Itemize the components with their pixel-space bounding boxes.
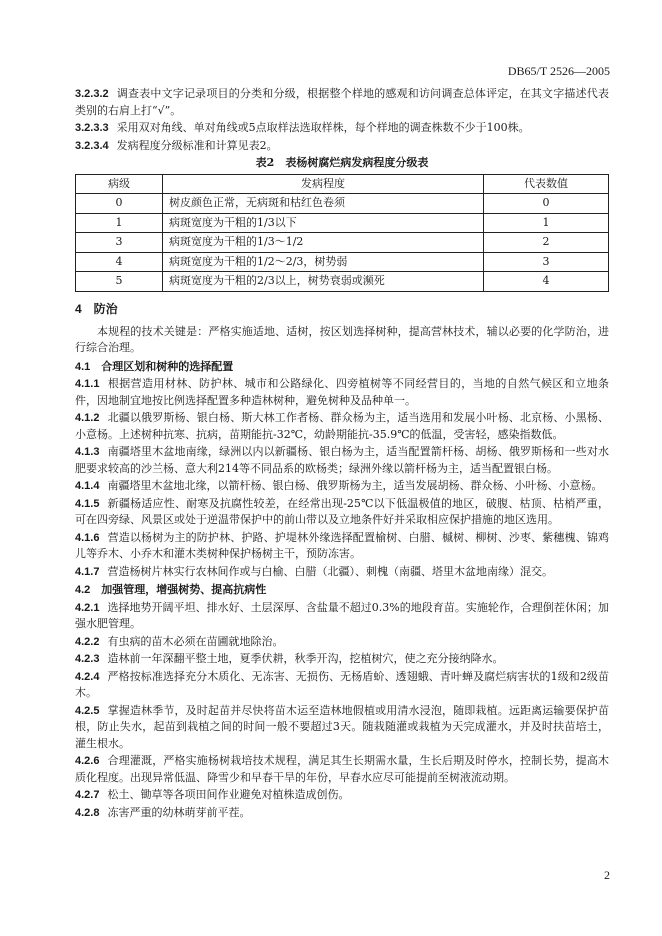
clause-4-2-8 [75, 805, 609, 822]
cell-grade: 3 [76, 233, 163, 253]
table-row [76, 272, 609, 292]
clause-text: 北疆以俄罗斯杨、银白杨、斯大林工作者杨、群众杨为主，适当选用和发展小叶杨、北京杨、小黑杨、小意杨。上述树种抗寒、抗病，苗期能抗-32℃，幼龄期能抗-35.9℃的低温，受害轻，感染指数低。 [75, 411, 609, 441]
cell-value: 1 [484, 213, 609, 233]
clause-text: 造林前一年深翻平整土地，夏季伏耕，秋季开沟，挖植树穴，使之充分接纳降水。 [107, 652, 504, 665]
cell-severity: 病斑宽度为干粗的1/2～2/3，树势弱 [163, 252, 484, 272]
clause-text: 营造杨树片林实行农林间作或与白榆、白腊（北疆）、刺槐（南疆、塔里木盆地南缘）混交。 [107, 564, 553, 578]
clause-number: 4.2.5 [75, 704, 100, 717]
clause-4-1-1 [75, 376, 609, 409]
cell-severity: 树皮颜色正常，无病斑和枯红色卷须 [163, 194, 484, 214]
clause-4-1-4 [75, 478, 609, 495]
clause-text: 新疆杨适应性、耐寒及抗腐性较差，在经常出现-25℃以下低温极值的地区，破腹、枯顶、枯梢严重，可在四旁绿、风景区或处于逆温带保护中的前山带以及立地条件好并采取相应保护措施的地区选用。 [75, 496, 609, 526]
table-row [76, 252, 609, 272]
clause-number: 4.2.7 [75, 789, 100, 801]
header-value: 代表数值 [484, 174, 609, 194]
table-row [76, 233, 609, 253]
clause-4-1-6 [75, 530, 609, 563]
clause-text: 掌握造林季节，及时起苗并尽快将苗木运至造林地假植或用清水浸泡，随即栽植。远距离运输要保护苗根，防止失水，起苗到栽植之间的时间一般不要超过3天。随栽随灌或栽植为天完成灌水，并及时扶苗培土，灌生根水。 [75, 703, 609, 750]
clause-4-1-7 [75, 564, 609, 581]
cell-grade: 0 [76, 194, 163, 214]
cell-value: 0 [484, 194, 609, 214]
cell-severity: 病斑宽度为干粗的1/3～1/2 [163, 233, 484, 253]
clause-number: 4.2.6 [75, 755, 100, 767]
clause-number: 4.2.3 [75, 653, 100, 665]
clause-text: 营造以杨树为主的防护林、护路、护堤林外缘选择配置榆树、白腊、槭树、柳树、沙枣、紫穗槐、锦鸡儿等乔木、小乔木和灌木类树种保护杨树主干，预防冻害。 [75, 530, 609, 560]
clause-number: 4.1.7 [75, 565, 100, 578]
clause-4-2-7 [75, 787, 609, 804]
clause-number: 4.2.8 [75, 806, 100, 819]
clause-text: 选择地势开阔平坦、排水好、土层深厚、含盐量不超过0.3%的地段育苗。实施轮作，合理倒茬休闲；加强水肥管理。 [75, 600, 609, 630]
clause-3-2-3-2 [75, 86, 609, 119]
cell-value: 3 [484, 252, 609, 272]
clause-number: 4.1.3 [75, 446, 100, 458]
page-content [75, 86, 609, 822]
clause-4-1-2 [75, 410, 609, 443]
clause-text: 南疆塔里木盆地北缘，以箭杆杨、银白杨、俄罗斯杨为主，适当发展胡杨、群众杨、小叶杨、小意杨。 [107, 479, 603, 492]
header-severity: 发病程度 [163, 174, 484, 194]
clause-4-2-6 [75, 753, 609, 786]
subsection-title-4-2: 4.2 加强管理，增强树势、提高抗病性 [75, 584, 267, 596]
clause-number: 3.2.3.4 [75, 139, 109, 152]
clause-text: 有虫病的苗木必须在苗圃就地除治。 [107, 634, 284, 648]
clause-text: 调查表中文字记录项目的分类和分级，根据整个样地的感观和访问调查总体评定，在其文字描述代表类别的右肩上打“√”。 [75, 87, 609, 117]
section-intro: 本规程的技术关键是：严格实施适地、适树，按区划选择树种，提高营林技术，辅以必要的化学防治，进行综合治理。 [75, 324, 609, 354]
clause-4-2-1 [75, 600, 609, 633]
clause-text: 根据营造用材林、防护林、城市和公路绿化、四旁植树等不同经营目的，当地的自然气候区和立地条件，因地制宜地按比例选择配置多种造林树种，避免树种及品种单一。 [75, 377, 609, 407]
cell-grade: 1 [76, 213, 163, 233]
clause-4-1-3 [75, 444, 609, 477]
cell-value: 4 [484, 272, 609, 292]
clause-text: 冻害严重的幼林萌芽前平茬。 [107, 805, 251, 819]
clause-4-2-4 [75, 669, 609, 702]
clause-4-1-5 [75, 496, 609, 529]
clause-text: 发病程度分级标准和计算见表2。 [116, 138, 278, 152]
page-number: 2 [604, 868, 610, 882]
clause-number: 4.1.5 [75, 497, 100, 510]
clause-number: 4.1.6 [75, 531, 100, 544]
clause-text: 合理灌溉，严格实施杨树栽培技术规程，满足其生长期需水量，生长后期及时停水，控制长势，提高木质化程度。出现异常低温、降雪少和早春干旱的年份，早春水应尽可能提前至树液流动期。 [75, 754, 609, 784]
clause-number: 4.2.1 [75, 601, 100, 614]
clause-3-2-3-3 [75, 120, 609, 137]
clause-number: 3.2.3.3 [75, 122, 109, 134]
clause-text: 松土、锄草等各项田间作业避免对植株造成创伤。 [107, 788, 350, 801]
table-row [76, 194, 609, 214]
clause-number: 4.2.4 [75, 670, 100, 683]
table-row [76, 213, 609, 233]
clause-number: 4.1.2 [75, 412, 100, 424]
cell-value: 2 [484, 233, 609, 253]
clause-text: 严格按标准选择充分木质化、无冻害、无损伤、无杨盾蚧、透翅蛾、青叶蝉及腐烂病害状的1级和2级苗木。 [75, 669, 609, 699]
cell-severity: 病斑宽度为干粗的2/3以上，树势衰弱或濒死 [163, 272, 484, 292]
clause-number: 4.2.2 [75, 635, 100, 648]
disease-grade-table [75, 174, 609, 292]
table-header-row [76, 174, 609, 194]
cell-grade: 4 [76, 252, 163, 272]
subsection-title-4-1: 4.1 合理区划和树种的选择配置 [75, 360, 234, 373]
clause-number: 3.2.3.2 [75, 88, 109, 100]
clause-number: 4.1.1 [75, 378, 100, 390]
table-title: 表2 表杨树腐烂病发病程度分级表 [255, 156, 429, 169]
document-code: DB65/T 2526—2005 [507, 64, 610, 78]
clause-text: 南疆塔里木盆地南缘，绿洲以内以新疆杨、银白杨为主，适当配置箭杆杨、胡杨、俄罗斯杨和一些对水肥要求较高的沙兰杨、意大利214等不同品系的欧杨类；绿洲外缘以箭杆杨为主，适当配置银白杨。 [75, 445, 609, 475]
cell-grade: 5 [76, 272, 163, 292]
section-title-prevention: 4 防治 [75, 301, 118, 316]
clause-number: 4.1.4 [75, 480, 100, 492]
clause-4-2-3 [75, 651, 609, 668]
clause-text: 采用双对角线、单对角线或5点取样法选取样株，每个样地的调查株数不少于100株。 [116, 121, 530, 134]
header-grade: 病级 [76, 174, 163, 194]
clause-4-2-2 [75, 634, 609, 651]
clause-3-2-3-4 [75, 138, 609, 155]
cell-severity: 病斑宽度为干粗的1/3以下 [163, 213, 484, 233]
clause-4-2-5 [75, 703, 609, 753]
